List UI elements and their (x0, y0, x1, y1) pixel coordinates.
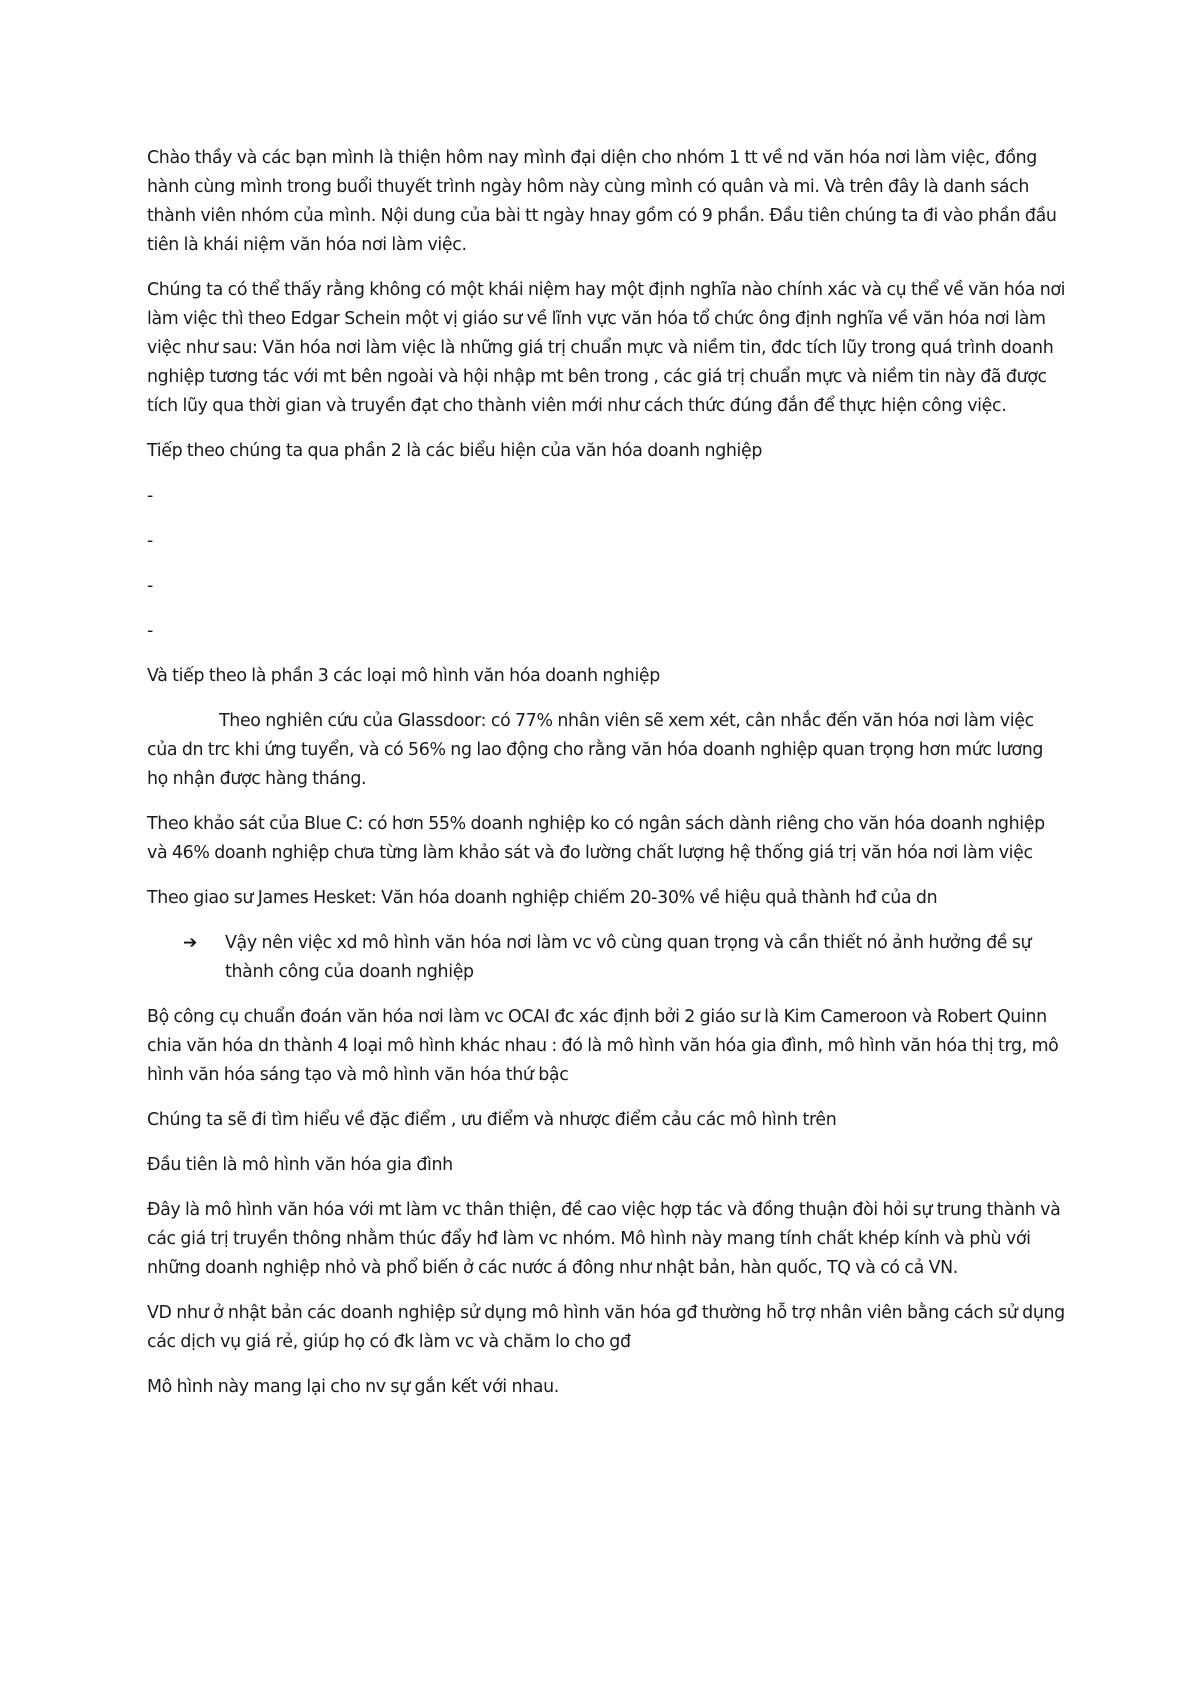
definition-paragraph: Chúng ta có thể thấy rằng không có một khái niệm hay một định nghĩa nào chính xác và cụ thể về văn hóa nơi làm việc thì theo Edgar Schein một vị giáo sư về lĩnh vực văn hóa tổ chức ông định nghĩa về văn hóa nơi làm việc như sau: Văn hóa nơi làm việc là những giá trị chuẩn mực và niềm tin, đdc tích lũy trong quá trình doanh nghiệp tương tác với mt bên ngoài và hội nhập mt bên trong , các giá trị chuẩn mực và niềm tin này đã được tích lũy qua thời gian và truyền đạt cho thành viên mới như cách thức đúng đắn để thực hiện công việc. (147, 280, 1066, 416)
section3-paragraph: Và tiếp theo là phần 3 các loại mô hình văn hóa doanh nghiệp (147, 666, 660, 686)
conclusion-text: Vậy nên việc xd mô hình văn hóa nơi làm vc vô cùng quan trọng và cần thiết nó ảnh hưởng đề sự thành công của doanh nghiệp (225, 933, 1032, 982)
ocai-paragraph: Bộ công cụ chuẩn đoán văn hóa nơi làm vc OCAI đc xác định bởi 2 giáo sư là Kim Cameroon và Robert Quinn chia văn hóa dn thành 4 loại mô hình khác nhau : đó là mô hình văn hóa gia đình, mô hình văn hóa thị trg, mô hình văn hóa sáng tạo và mô hình văn hóa thứ bậc (147, 1007, 1059, 1085)
list-item-dash: - (147, 621, 153, 641)
explore-paragraph: Chúng ta sẽ đi tìm hiểu về đặc điểm , ưu điểm và nhược điểm cảu các mô hình trên (147, 1110, 837, 1130)
conclusion-bullet (147, 929, 1067, 987)
document-body (147, 144, 1067, 1418)
family-title-paragraph: Đầu tiên là mô hình văn hóa gia đình (147, 1155, 453, 1175)
family-description-paragraph: Đây là mô hình văn hóa với mt làm vc thân thiện, đề cao việc hợp tác và đồng thuận đòi hỏi sự trung thành và các giá trị truyền thông nhằm thúc đẩy hđ làm vc nhóm. Mô hình này mang tính chất khép kính và phù với những doanh nghiệp nhỏ và phổ biến ở các nước á đông như nhật bản, hàn quốc, TQ và có cả VN. (147, 1200, 1061, 1278)
bluec-paragraph: Theo khảo sát của Blue C: có hơn 55% doanh nghiệp ko có ngân sách dành riêng cho văn hóa doanh nghiệp và 46% doanh nghiệp chưa từng làm khảo sát và đo lường chất lượng hệ thống giá trị văn hóa nơi làm việc (147, 814, 1045, 863)
list-item-dash: - (147, 576, 153, 596)
section2-paragraph: Tiếp theo chúng ta qua phần 2 là các biểu hiện của văn hóa doanh nghiệp (147, 441, 763, 461)
bond-paragraph: Mô hình này mang lại cho nv sự gắn kết với nhau. (147, 1377, 559, 1397)
hesket-paragraph: Theo giao sư James Hesket: Văn hóa doanh nghiệp chiếm 20-30% về hiệu quả thành hđ của dn (147, 888, 938, 908)
arrow-right-icon: ➔ (183, 933, 197, 953)
list-item-dash: - (147, 486, 153, 506)
list-item-dash: - (147, 531, 153, 551)
example-paragraph: VD như ở nhật bản các doanh nghiệp sử dụng mô hình văn hóa gđ thường hỗ trợ nhân viên bằng cách sử dụng các dịch vụ giá rẻ, giúp họ có đk làm vc và chăm lo cho gđ (147, 1303, 1065, 1352)
intro-paragraph: Chào thầy và các bạn mình là thiện hôm nay mình đại diện cho nhóm 1 tt về nd văn hóa nơi làm việc, đồng hành cùng mình trong buổi thuyết trình ngày hôm này cùng mình có quân và mi. Và trên đây là danh sách thành viên nhóm của mình. Nội dung của bài tt ngày hnay gồm có 9 phần. Đầu tiên chúng ta đi vào phần đầu tiên là khái niệm văn hóa nơi làm việc. (147, 148, 1057, 255)
glassdoor-paragraph: Theo nghiên cứu của Glassdoor: có 77% nhân viên sẽ xem xét, cân nhắc đến văn hóa nơi làm việc của dn trc khi ứng tuyển, và có 56% ng lao động cho rằng văn hóa doanh nghiệp quan trọng hơn mức lương họ nhận được hàng tháng. (147, 711, 1044, 789)
